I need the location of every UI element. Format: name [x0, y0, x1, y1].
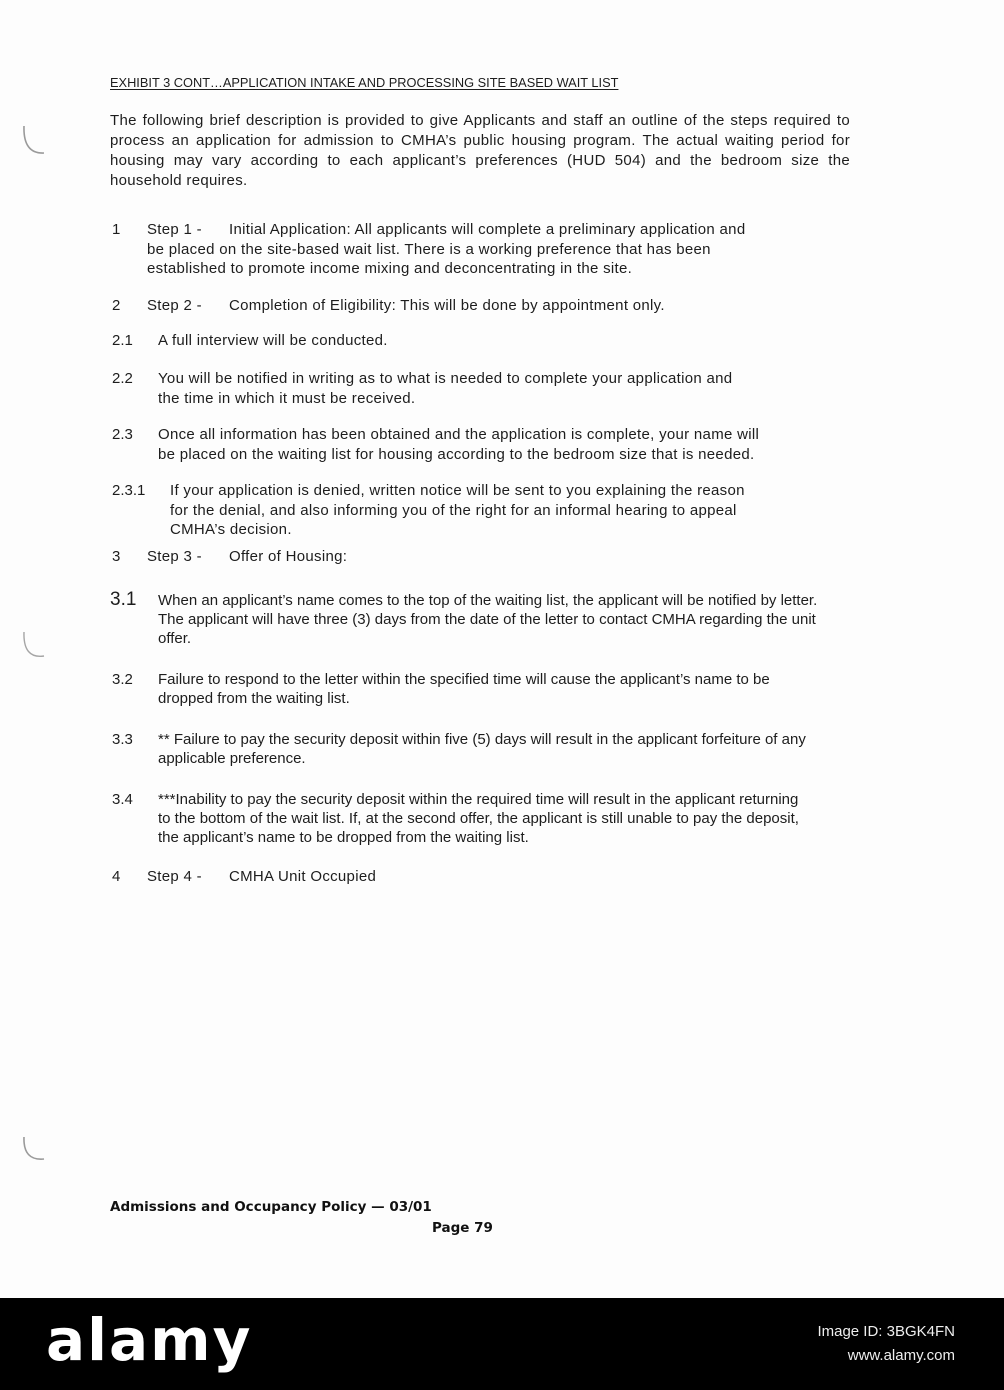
- item-number: 3.3: [112, 731, 133, 748]
- item-2-2: [110, 369, 910, 429]
- item-text-line: be placed on the waiting list for housing according to the bedroom size that is needed.: [158, 445, 755, 463]
- intro-line: The following brief description is provided to give Applicants and staff an outline of the steps required to: [110, 112, 850, 129]
- item-text-line: CMHA Unit Occupied: [229, 868, 377, 885]
- item-text-line: ***Inability to pay the security deposit within the required time will result in the applicant returning: [158, 791, 799, 808]
- step-label: Step 2 -: [147, 297, 202, 314]
- item-number: 2.1: [112, 332, 133, 349]
- item-text-line: A full interview will be conducted.: [158, 332, 388, 349]
- item-number: 2.3: [112, 426, 133, 443]
- item-text-line: Once all information has been obtained and the application is complete, your name will: [158, 426, 760, 443]
- item-text-line: be placed on the site-based wait list. There is a working preference that has been: [147, 240, 711, 258]
- footer-page-number: Page 79: [432, 1220, 493, 1236]
- item-number: 2.3.1: [112, 482, 146, 499]
- item-2-3: [110, 425, 910, 485]
- alamy-logo: alamy: [46, 1306, 253, 1374]
- item-3-4: [110, 790, 910, 850]
- item-text-line: ** Failure to pay the security deposit within five (5) days will result in the applicant forfeiture of any: [158, 731, 806, 748]
- item-text-line: offer.: [158, 630, 192, 647]
- intro-line: household requires.: [110, 172, 248, 189]
- item-text-line: applicable preference.: [158, 750, 306, 767]
- item-text-line: Initial Application: All applicants will complete a preliminary application and: [229, 221, 746, 238]
- item-3-3: [110, 730, 910, 790]
- step-label: Step 3 -: [147, 548, 202, 565]
- image-id-label: Image ID: 3BGK4FN: [817, 1323, 955, 1340]
- intro-line: process an application for admission to CMHA’s public housing program. The actual waiting period for: [110, 132, 850, 149]
- item-2-3-1: [110, 481, 910, 541]
- item-number: 3.2: [112, 671, 133, 688]
- step-label: Step 1 -: [147, 221, 202, 238]
- step-1-item: [110, 220, 910, 280]
- item-text-line: the time in which it must be received.: [158, 389, 416, 407]
- item-text-line: CMHA’s decision.: [170, 521, 292, 538]
- site-url-label: www.alamy.com: [847, 1347, 955, 1364]
- item-3-1: [110, 591, 910, 651]
- item-number: 2: [112, 297, 121, 314]
- binder-hole-mark: [24, 1137, 44, 1159]
- footer-policy-title: Admissions and Occupancy Policy — 03/01: [110, 1199, 432, 1215]
- item-number: 3.4: [112, 791, 133, 808]
- item-3-2: [110, 670, 910, 730]
- item-text-line: You will be notified in writing as to what is needed to complete your application and: [158, 370, 733, 387]
- step-label: Step 4 -: [147, 868, 202, 885]
- intro-paragraph: [110, 111, 850, 191]
- binder-hole-mark: [24, 126, 44, 153]
- item-text-line: If your application is denied, written notice will be sent to you explaining the reason: [170, 482, 745, 499]
- stock-watermark-bar: [0, 1298, 1004, 1390]
- item-number: 2.2: [112, 370, 133, 387]
- item-text-line: dropped from the waiting list.: [158, 690, 350, 707]
- item-text-line: established to promote income mixing and deconcentrating in the site.: [147, 260, 633, 277]
- item-number: 1: [112, 221, 121, 238]
- item-text-line: When an applicant’s name comes to the top of the waiting list, the applicant will be notified by letter.: [158, 592, 818, 609]
- exhibit-heading: EXHIBIT 3 CONT…APPLICATION INTAKE AND PROCESSING SITE BASED WAIT LIST: [110, 75, 619, 90]
- item-text-line: Offer of Housing:: [229, 548, 348, 565]
- item-number: 4: [112, 868, 121, 885]
- item-text-line: The applicant will have three (3) days from the date of the letter to contact CMHA regarding the unit: [158, 611, 816, 628]
- item-text-line: Failure to respond to the letter within the specified time will cause the applicant’s name to be: [158, 671, 770, 688]
- item-text-line: for the denial, and also informing you of the right for an informal hearing to appeal: [170, 501, 737, 519]
- item-text-line: to the bottom of the wait list. If, at the second offer, the applicant is still unable to pay the deposit,: [158, 810, 799, 827]
- intro-line: housing may vary according to each applicant’s preferences (HUD 504) and the bedroom size the: [110, 152, 850, 169]
- item-number: 3.1: [110, 589, 137, 610]
- binder-hole-marks: [0, 0, 60, 1298]
- item-text-line: Completion of Eligibility: This will be done by appointment only.: [229, 297, 665, 314]
- item-number: 3: [112, 548, 121, 565]
- item-text-line: the applicant’s name to be dropped from the waiting list.: [158, 829, 529, 846]
- step-4-item: [110, 867, 910, 927]
- binder-hole-mark: [24, 632, 44, 656]
